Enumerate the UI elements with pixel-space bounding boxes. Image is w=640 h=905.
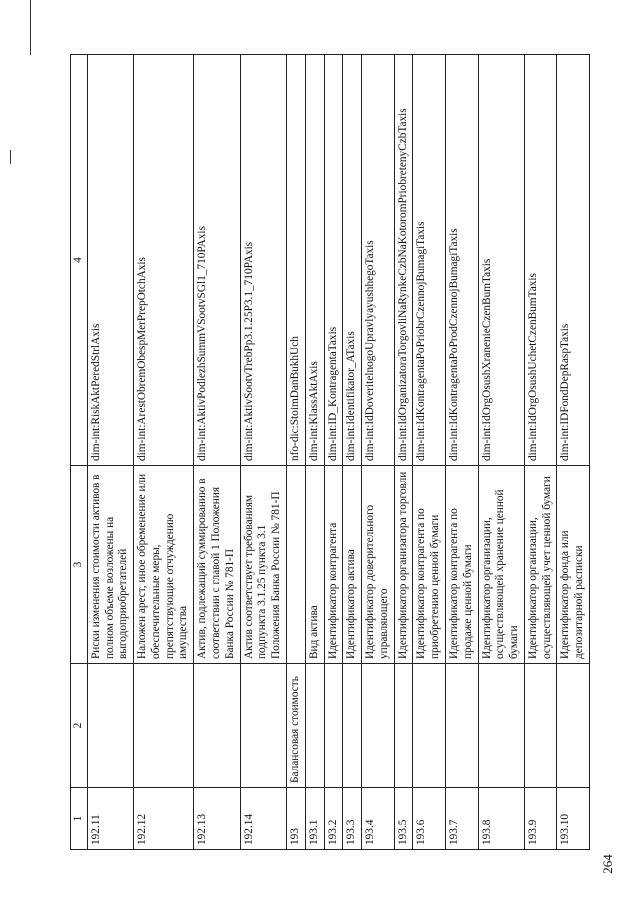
cell-num: 192.11: [87, 788, 133, 850]
cell-col4: dim-int:IdKontragentaPoPriobrCzennojBumagiTaxis: [413, 55, 446, 466]
table-row: [240, 55, 286, 850]
cell-num: 192.12: [134, 788, 194, 850]
cell-num: 193.2: [324, 788, 343, 850]
cell-col2: [240, 664, 286, 788]
rotated-table-container: [70, 55, 588, 850]
cell-col4: dim-int:ID_KontragentaTaxis: [324, 55, 343, 466]
page-number: 264: [600, 854, 615, 874]
cell-col3: Идентификатор доверительного управляющего: [362, 466, 395, 664]
cell-col3: [286, 466, 305, 664]
cell-col3: Актив, подлежащий суммированию в соответствии с главой 1 Положения Банка России № 781-П: [194, 466, 240, 664]
table-row: [557, 55, 590, 850]
cell-col3: Идентификатор контрагента по продаже ценной бумаги: [445, 466, 478, 664]
scan-mark-top: [30, 0, 31, 55]
cell-num: 193.6: [413, 788, 446, 850]
table-row: [413, 55, 446, 850]
cell-col3: Идентификатор организации, осуществляющей учет ценной бумаги: [524, 466, 557, 664]
cell-col4: nfo-dic:StoimDanBukhUch: [286, 55, 305, 466]
cell-col2: [362, 664, 395, 788]
cell-col2: [557, 664, 590, 788]
cell-col3: Актив соответствует требованиям подпункта 3.1.25 пункта 3.1 Положения Банка России № 781-П: [240, 466, 286, 664]
header-cell: 2: [71, 664, 88, 788]
header-cell: 4: [71, 55, 88, 466]
cell-col2: [413, 664, 446, 788]
cell-col3: Идентификатор организатора торговли: [394, 466, 413, 664]
cell-col3: Вид актива: [305, 466, 324, 664]
cell-col2: [305, 664, 324, 788]
cell-col4: dim-int:IDFondDepRaspTaxis: [557, 55, 590, 466]
cell-num: 193.10: [557, 788, 590, 850]
cell-col3: Идентификатор актива: [343, 466, 362, 664]
cell-col4: dim-int:ArestObremObespMerPrepOtchAxis: [134, 55, 194, 466]
cell-col2: [194, 664, 240, 788]
header-cell: 3: [71, 466, 88, 664]
cell-col2: [324, 664, 343, 788]
table-row: [478, 55, 524, 850]
cell-num: 193.3: [343, 788, 362, 850]
header-cell: 1: [71, 788, 88, 850]
table-header-row: [71, 55, 88, 850]
cell-col4: dim-int:IdDoveritelnogoUpravlyayushhegoTaxis: [362, 55, 395, 466]
table-row: [194, 55, 240, 850]
cell-num: 193.9: [524, 788, 557, 850]
cell-col2: [343, 664, 362, 788]
table-region: [70, 55, 588, 850]
table-row: [305, 55, 324, 850]
cell-num: 193.4: [362, 788, 395, 850]
cell-col3: Наложен арест, иное обременение или обеспечительные меры, препятствующие отчуждению имущества: [134, 466, 194, 664]
cell-col4: dim-int:KlassAktAxis: [305, 55, 324, 466]
cell-col2: [478, 664, 524, 788]
cell-num: 193.7: [445, 788, 478, 850]
table-row: [343, 55, 362, 850]
cell-col4: dim-int:Identifikator_ATaxis: [343, 55, 362, 466]
cell-col4: dim-int:AktivPodlezhSummVSootvSGl1_710PAxis: [194, 55, 240, 466]
cell-num: 193.1: [305, 788, 324, 850]
table-row: [524, 55, 557, 850]
cell-col3: Идентификатор контрагента: [324, 466, 343, 664]
table-row: [394, 55, 413, 850]
table-row: [87, 55, 133, 850]
cell-col2: [445, 664, 478, 788]
cell-col3: Идентификатор контрагента по приобретению ценной бумаги: [413, 466, 446, 664]
cell-col3: Идентификатор фонда или депозитарной расписки: [557, 466, 590, 664]
cell-col2: [87, 664, 133, 788]
cell-col2: Балансовая стоимость: [286, 664, 305, 788]
cell-col4: dim-int:IdOrganizatoraTorgovliNaRynkeCzbNaKotoromPriobretenyCzbTaxis: [394, 55, 413, 466]
cell-col3: Риски изменения стоимости активов в полном объеме возложены на выгодоприобретателей: [87, 466, 133, 664]
cell-col4: dim-int:IdOrgOsushXranenieCzenBumTaxis: [478, 55, 524, 466]
cell-col4: dim-int:IdOrgOsushUchetCzenBumTaxis: [524, 55, 557, 466]
table-row: [286, 55, 305, 850]
table-row: [324, 55, 343, 850]
cell-num: 193.5: [394, 788, 413, 850]
data-table: [70, 54, 590, 850]
table-row: [134, 55, 194, 850]
table-row: [445, 55, 478, 850]
cell-num: 193: [286, 788, 305, 850]
cell-col2: [134, 664, 194, 788]
cell-col3: Идентификатор организации, осуществляющей хранение ценной бумаги: [478, 466, 524, 664]
cell-num: 192.14: [240, 788, 286, 850]
cell-num: 192.13: [194, 788, 240, 850]
cell-num: 193.8: [478, 788, 524, 850]
cell-col2: [524, 664, 557, 788]
cell-col4: dim-int:IdKontragentaPoProdCzennojBumagiTaxis: [445, 55, 478, 466]
cell-col4: dim-int:AktivSootvTrebPp3.1.25P3.1_710PAxis: [240, 55, 286, 466]
table-row: [362, 55, 395, 850]
cell-col4: dim-int:RiskAktPeredStrlAxis: [87, 55, 133, 466]
table-body: [87, 55, 589, 850]
scan-mark-middle: [10, 150, 11, 164]
cell-col2: [394, 664, 413, 788]
